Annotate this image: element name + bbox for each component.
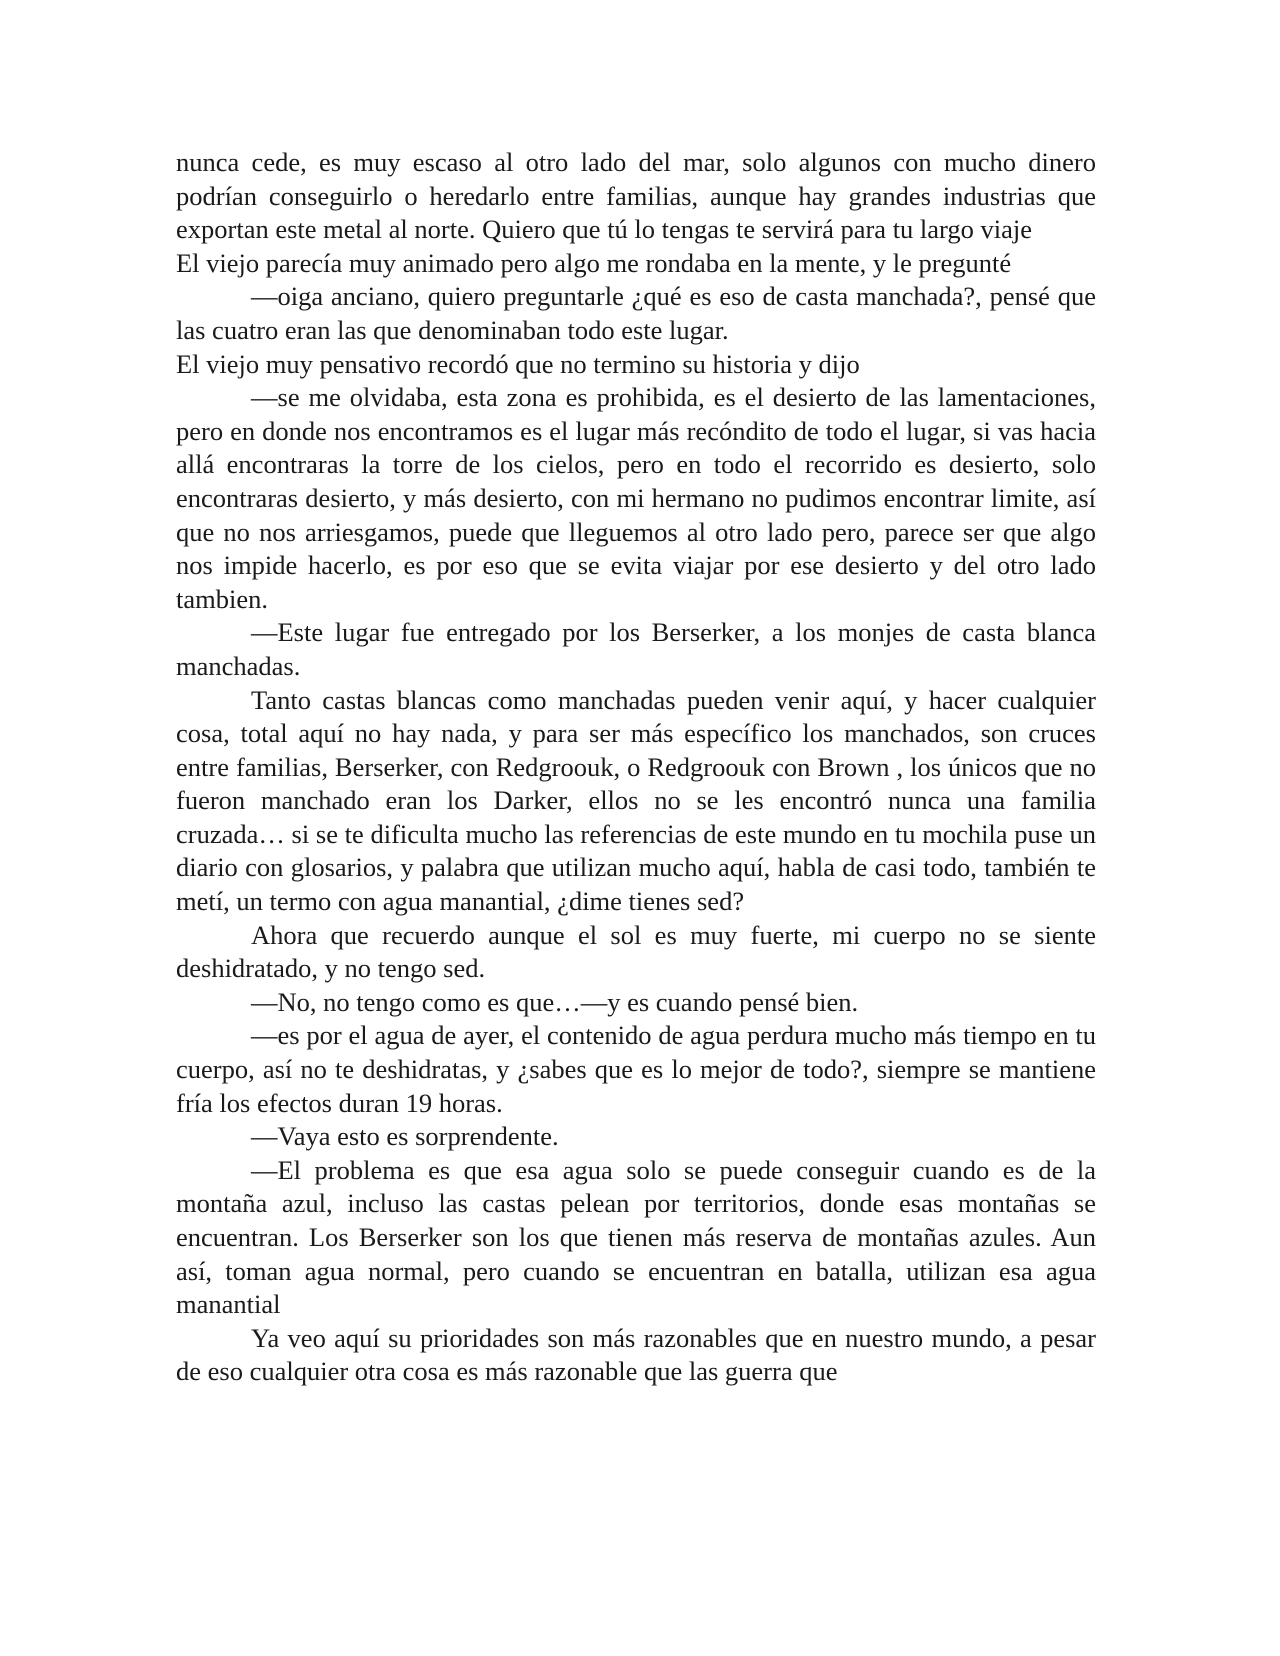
document-page <box>176 146 1096 1389</box>
paragraph: El viejo muy pensativo recordó que no termino su historia y dijo <box>176 348 860 379</box>
paragraph: —El problema es que esa agua solo se puede conseguir cuando es de la montaña azul, incluso las castas pelean por territorios, donde esas montañas se encuentran. Los Berserker son los que tienen más reserva de montañas azules. Aun así, toman agua normal, pero cuando se encuentran en batalla, utilizan esa agua manantial <box>176 1154 1096 1320</box>
paragraph: —Vaya esto es sorprendente. <box>251 1121 559 1152</box>
paragraph: Ya veo aquí su prioridades son más razonables que en nuestro mundo, a pesar de eso cualquier otra cosa es más razonable que las guerra que <box>176 1322 1096 1387</box>
paragraph: —Este lugar fue entregado por los Berserker, a los monjes de casta blanca manchadas. <box>176 617 1096 681</box>
paragraph: Tanto castas blancas como manchadas pueden venir aquí, y hacer cualquier cosa, total aquí no hay nada, y para ser más específico los manchados, son cruces entre familias, Berserker, con Redgroouk, o Redgroouk con Brown , los únicos que no fueron manchado eran los Darker, ellos no se les encontró nunca una familia cruzada… si se te dificulta mucho las referencias de este mundo en tu mochila puse un diario con glosarios, y palabra que utilizan mucho aquí, habla de casi todo, también te metí, un termo con agua manantial, ¿dime tienes sed? <box>176 684 1096 917</box>
paragraph: —es por el agua de ayer, el contenido de agua perdura mucho más tiempo en tu cuerpo, así no te deshidratas, y ¿sabes que es lo mejor de todo?, siempre se mantiene fría los efectos duran 19 horas. <box>176 1020 1096 1118</box>
paragraph: —oiga anciano, quiero preguntarle ¿qué es eso de casta manchada?, pensé que las cuatro eran las que denominaban todo este lugar. <box>176 281 1096 345</box>
paragraph: —se me olvidaba, esta zona es prohibida, es el desierto de las lamentaciones, pero en donde nos encontramos es el lugar más recóndito de todo el lugar, si vas hacia allá encontraras la torre de los cielos, pero en todo el recorrido es desierto, solo encontraras desierto, y más desierto, con mi hermano no pudimos encontrar limite, así que no nos arriesgamos, puede que lleguemos al otro lado pero, parece ser que algo nos impide hacerlo, es por eso que se evita viajar por ese desierto y del otro lado tambien. <box>176 382 1096 614</box>
paragraph: —No, no tengo como es que…—y es cuando pensé bien. <box>251 986 859 1017</box>
paragraph: Ahora que recuerdo aunque el sol es muy fuerte, mi cuerpo no se siente deshidratado, y no tengo sed. <box>176 919 1096 984</box>
paragraph: El viejo parecía muy animado pero algo me rondaba en la mente, y le pregunté <box>176 247 1012 278</box>
paragraph: nunca cede, es muy escaso al otro lado del mar, solo algunos con mucho dinero podrían conseguirlo o heredarlo entre familias, aunque hay grandes industrias que exportan este metal al norte. Quiero que tú lo tengas te servirá para tu largo viaje <box>176 147 1096 245</box>
